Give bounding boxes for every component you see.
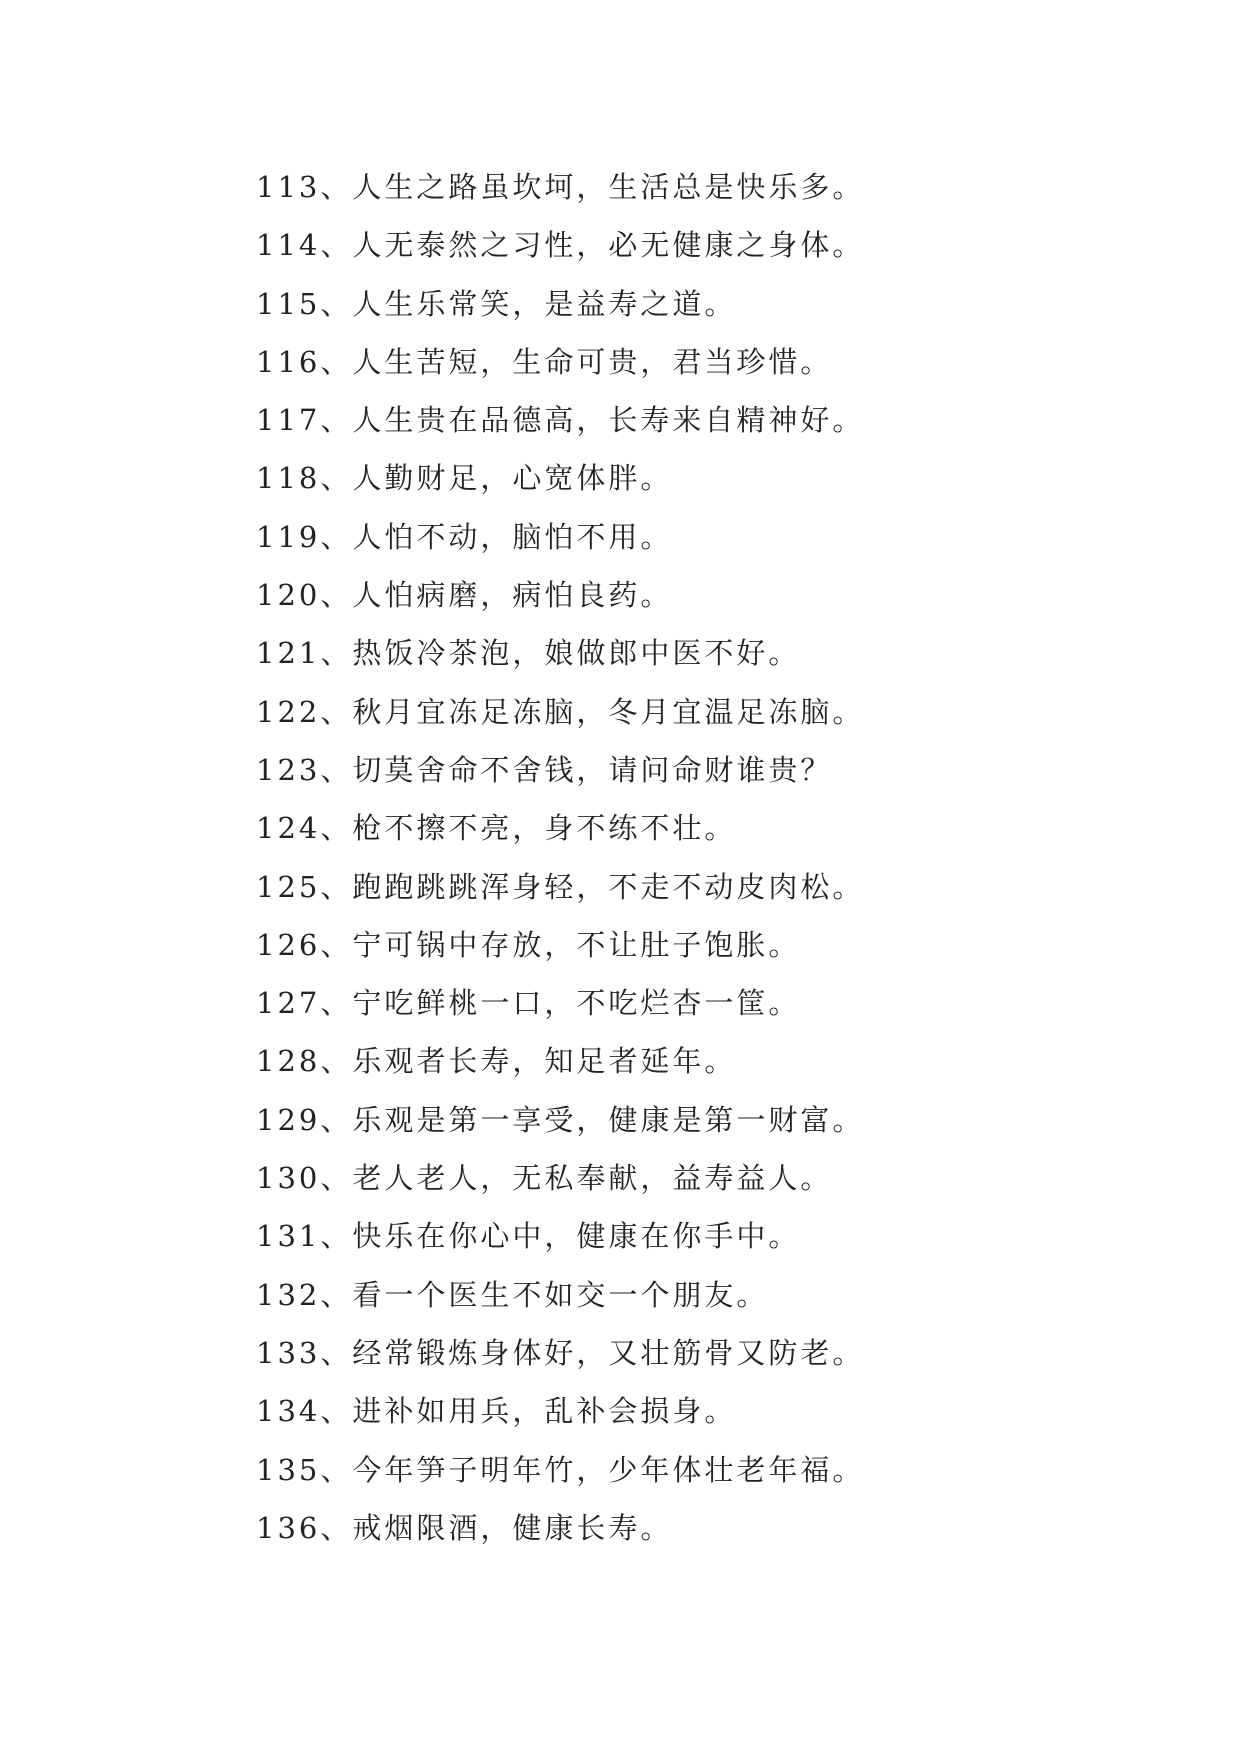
list-item: 133、经常锻炼身体好，又壮筋骨又防老。	[256, 1335, 865, 1370]
list-item: 132、看一个医生不如交一个朋友。	[256, 1277, 769, 1312]
list-item: 116、人生苦短，生命可贵，君当珍惜。	[256, 344, 833, 379]
list-item: 119、人怕不动，脑怕不用。	[256, 519, 673, 554]
list-item: 123、切莫舍命不舍钱，请问命财谁贵？	[256, 752, 833, 787]
list-item: 114、人无泰然之习性，必无健康之身体。	[256, 228, 865, 263]
list-item: 127、宁吃鲜桃一口，不吃烂杏一筐。	[256, 986, 801, 1021]
list-item: 120、人怕病磨，病怕良药。	[256, 578, 673, 613]
list-item: 134、进补如用兵，乱补会损身。	[256, 1394, 737, 1429]
list-item: 131、快乐在你心中，健康在你手中。	[256, 1219, 801, 1254]
list-item: 121、热饭冷茶泡，娘做郎中医不好。	[256, 636, 801, 671]
list-item: 128、乐观者长寿，知足者延年。	[256, 1044, 737, 1079]
proverb-list	[256, 158, 1156, 1557]
list-item: 130、老人老人，无私奉献，益寿益人。	[256, 1161, 833, 1196]
list-item: 136、戒烟限酒，健康长寿。	[256, 1510, 673, 1545]
list-item: 135、今年笋子明年竹，少年体壮老年福。	[256, 1452, 865, 1487]
list-item: 118、人勤财足，心宽体胖。	[256, 461, 673, 496]
list-item: 113、人生之路虽坎坷，生活总是快乐多。	[256, 170, 865, 204]
list-item: 117、人生贵在品德高，长寿来自精神好。	[256, 403, 865, 438]
list-item: 122、秋月宜冻足冻脑，冬月宜温足冻脑。	[256, 694, 865, 729]
list-item: 126、宁可锅中存放，不让肚子饱胀。	[256, 927, 801, 962]
list-item: 124、枪不擦不亮，身不练不壮。	[256, 811, 737, 846]
list-item: 115、人生乐常笑，是益寿之道。	[256, 286, 737, 321]
list-item: 129、乐观是第一享受，健康是第一财富。	[256, 1102, 865, 1137]
list-item: 125、跑跑跳跳浑身轻，不走不动皮肉松。	[256, 869, 865, 904]
